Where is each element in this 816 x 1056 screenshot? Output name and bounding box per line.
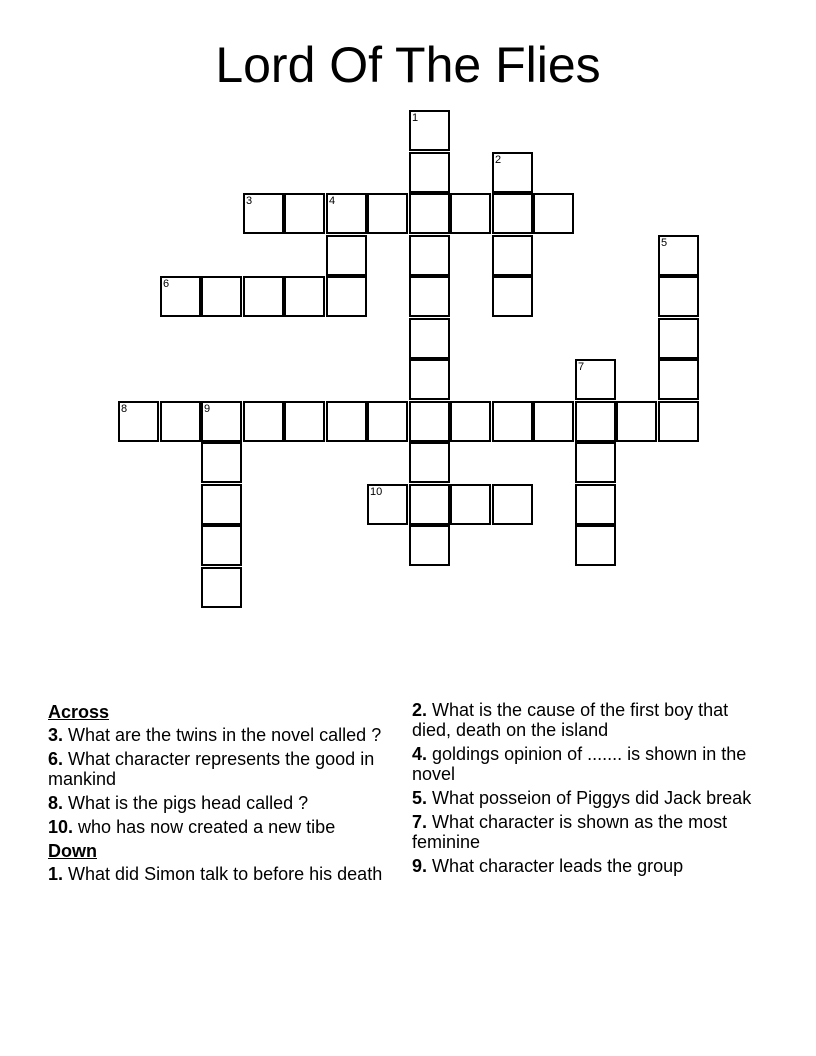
grid-cell[interactable] xyxy=(367,484,408,525)
across-heading: Across xyxy=(48,702,110,722)
grid-cell[interactable] xyxy=(326,401,367,442)
grid-cell[interactable] xyxy=(450,401,491,442)
grid-cell[interactable] xyxy=(492,276,533,317)
grid-cell[interactable] xyxy=(160,276,201,317)
grid-cell[interactable] xyxy=(492,484,533,525)
clue-number: 10. xyxy=(48,817,74,837)
grid-cell[interactable] xyxy=(326,276,367,317)
grid-cell[interactable] xyxy=(201,401,242,442)
cell-number: 2 xyxy=(495,154,502,166)
grid-cell[interactable] xyxy=(450,484,491,525)
cell-number: 7 xyxy=(578,361,585,373)
clue-number: 5. xyxy=(412,788,428,808)
clue-number: 6. xyxy=(48,749,64,769)
clue-text: What are the twins in the novel called ? xyxy=(68,725,382,745)
grid-cell[interactable] xyxy=(243,401,284,442)
grid-cell[interactable] xyxy=(326,235,367,276)
grid-cell[interactable] xyxy=(409,152,450,193)
clue-number: 8. xyxy=(48,793,64,813)
grid-cell[interactable] xyxy=(284,276,325,317)
grid-cell[interactable] xyxy=(201,567,242,608)
clue-number: 3. xyxy=(48,725,64,745)
grid-cell[interactable] xyxy=(367,401,408,442)
grid-cell[interactable] xyxy=(409,276,450,317)
grid-cell[interactable] xyxy=(575,525,616,566)
clue-text: What character leads the group xyxy=(432,856,684,876)
clues-section xyxy=(0,700,816,1040)
clues-column-left xyxy=(48,700,393,888)
clue-text: What posseion of Piggys did Jack break xyxy=(432,788,752,808)
grid-cell[interactable] xyxy=(409,525,450,566)
clue-across-3 xyxy=(48,725,393,745)
grid-cell[interactable] xyxy=(492,401,533,442)
grid-cell[interactable] xyxy=(409,442,450,483)
grid-cell[interactable] xyxy=(201,276,242,317)
cell-number: 3 xyxy=(246,195,253,207)
clue-down-2 xyxy=(412,700,772,740)
clue-down-9 xyxy=(412,856,772,876)
clue-text: What character represents the good in mankind xyxy=(48,749,375,789)
grid-cell[interactable] xyxy=(326,193,367,234)
down-heading: Down xyxy=(48,841,97,861)
grid-cell[interactable] xyxy=(160,401,201,442)
clue-text: What did Simon talk to before his death xyxy=(68,864,383,884)
puzzle-title: Lord Of The Flies xyxy=(215,37,601,93)
cell-number: 10 xyxy=(370,486,383,498)
grid-cell[interactable] xyxy=(284,401,325,442)
grid-cell[interactable] xyxy=(367,193,408,234)
clue-text: What is the cause of the first boy that died, death on the island xyxy=(412,700,729,740)
grid-cell[interactable] xyxy=(533,401,574,442)
clue-text: goldings opinion of ....... is shown in the novel xyxy=(412,744,747,784)
grid-cell[interactable] xyxy=(201,525,242,566)
clue-across-10 xyxy=(48,817,393,837)
clue-text: who has now created a new tibe xyxy=(78,817,336,837)
grid-cell[interactable] xyxy=(201,442,242,483)
grid-cell[interactable] xyxy=(492,193,533,234)
grid-cell[interactable] xyxy=(533,193,574,234)
grid-cell[interactable] xyxy=(575,359,616,400)
clue-number: 7. xyxy=(412,812,428,832)
grid-cell[interactable] xyxy=(492,152,533,193)
cell-number: 8 xyxy=(121,403,128,415)
grid-cell[interactable] xyxy=(409,110,450,151)
grid-cell[interactable] xyxy=(409,193,450,234)
grid-cell[interactable] xyxy=(409,235,450,276)
grid-cell[interactable] xyxy=(409,359,450,400)
grid-cell[interactable] xyxy=(575,484,616,525)
clue-down-4 xyxy=(412,744,772,784)
grid-cell[interactable] xyxy=(243,193,284,234)
grid-cell[interactable] xyxy=(201,484,242,525)
clue-across-8 xyxy=(48,793,393,813)
grid-cell[interactable] xyxy=(409,484,450,525)
clue-text: What is the pigs head called ? xyxy=(68,793,309,813)
cell-number: 9 xyxy=(204,403,211,415)
clue-number: 2. xyxy=(412,700,428,720)
clue-across-6 xyxy=(48,749,393,789)
grid-cell[interactable] xyxy=(492,235,533,276)
clue-number: 4. xyxy=(412,744,428,764)
grid-cell[interactable] xyxy=(284,193,325,234)
cell-number: 1 xyxy=(412,112,419,124)
clue-number: 1. xyxy=(48,864,64,884)
grid-cell[interactable] xyxy=(575,401,616,442)
grid-cell[interactable] xyxy=(575,442,616,483)
clue-text: What character is shown as the most feminine xyxy=(412,812,728,852)
clue-down-1 xyxy=(48,864,393,884)
grid-cell[interactable] xyxy=(658,401,699,442)
grid-cell[interactable] xyxy=(658,359,699,400)
grid-cell[interactable] xyxy=(658,318,699,359)
clue-down-7 xyxy=(412,812,772,852)
grid-cell[interactable] xyxy=(658,235,699,276)
cell-number: 5 xyxy=(661,237,668,249)
grid-cell[interactable] xyxy=(658,276,699,317)
grid-cell[interactable] xyxy=(118,401,159,442)
cell-number: 6 xyxy=(163,278,170,290)
grid-cell[interactable] xyxy=(450,193,491,234)
cell-number: 4 xyxy=(329,195,336,207)
grid-cell[interactable] xyxy=(243,276,284,317)
clue-number: 9. xyxy=(412,856,428,876)
clue-down-5 xyxy=(412,788,772,808)
grid-cell[interactable] xyxy=(409,401,450,442)
clues-column-right xyxy=(412,700,772,880)
grid-cell[interactable] xyxy=(616,401,657,442)
grid-cell[interactable] xyxy=(409,318,450,359)
